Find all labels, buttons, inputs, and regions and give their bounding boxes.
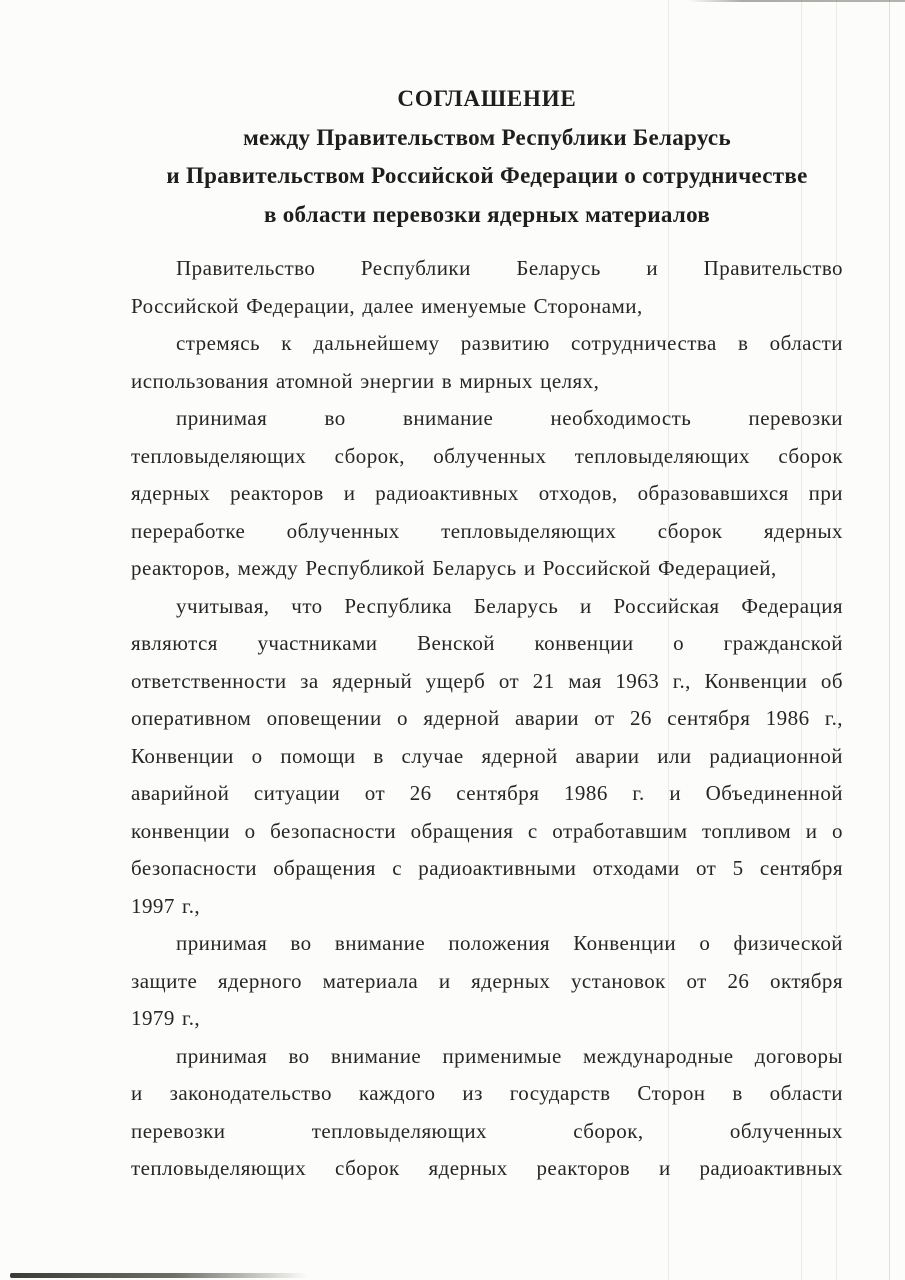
paragraph-line: 1979 г.,: [131, 1006, 201, 1030]
paragraph-line: принимая во внимание необходимость перевозки: [176, 406, 843, 430]
paragraph-line: тепловыделяющих сборок, облученных тепловыделяющих сборок: [131, 443, 843, 468]
paragraph-line: конвенции о безопасности обращения с отработавшим топливом и о: [131, 818, 843, 843]
paragraph-line: Правительство Республики Беларусь и Правительство: [176, 256, 843, 280]
document-title-block: [131, 80, 843, 234]
document-subtitle-line-2: и Правительством Российской Федерации о сотрудничестве: [166, 163, 808, 188]
scan-artifact-top-edge: [688, 0, 905, 2]
paragraph-line: переработке облученных тепловыделяющих сборок ядерных: [131, 518, 843, 543]
paragraph-line: стремясь к дальнейшему развитию сотрудничества в области: [176, 331, 843, 355]
paragraph-line: перевозки тепловыделяющих сборок, облученных: [131, 1118, 843, 1143]
document-title: СОГЛАШЕНИЕ: [397, 86, 577, 111]
paragraph-line: учитывая, что Республика Беларусь и Российская Федерация: [176, 593, 843, 618]
paragraph-line: ответственности за ядерный ущерб от 21 мая 1963 г., Конвенции об: [131, 668, 843, 693]
paragraph-line: и законодательство каждого из государств Сторон в области: [131, 1081, 843, 1105]
scan-artifact-vertical-line: [889, 0, 890, 1280]
document-subtitle-line-3: в области перевозки ядерных материалов: [263, 201, 711, 227]
document-subtitle-line-1: между Правительством Республики Беларусь: [243, 124, 731, 150]
paragraph-line: реакторов, между Республикой Беларусь и Российской Федерацией,: [131, 556, 777, 580]
paragraph-line: принимая во внимание положения Конвенции о физической: [176, 931, 843, 955]
paragraph-line: 1997 г.,: [131, 893, 201, 918]
paragraph-line: использования атомной энергии в мирных целях,: [131, 368, 600, 393]
paragraph-line: ядерных реакторов и радиоактивных отходов, образовавшихся при: [131, 481, 843, 505]
paragraph-line: защите ядерного материала и ядерных установок от 26 октября: [131, 968, 843, 993]
paragraph-line: принимая во внимание применимые международные договоры: [176, 1043, 843, 1068]
scan-artifact-bottom-edge: [10, 1273, 308, 1278]
paragraph-line: Российской Федерации, далее именуемые Сторонами,: [131, 293, 643, 318]
paragraph-line: тепловыделяющих сборок ядерных реакторов и радиоактивных: [131, 1156, 843, 1180]
paragraph-line: аварийной ситуации от 26 сентября 1986 г. и Объединенной: [131, 781, 843, 805]
paragraph-line: являются участниками Венской конвенции о гражданской: [131, 631, 843, 655]
paragraph-line: оперативном оповещении о ядерной аварии от 26 сентября 1986 г.,: [131, 706, 843, 730]
document-body: [131, 250, 843, 1188]
paragraph-line: безопасности обращения с радиоактивными отходами от 5 сентября: [131, 856, 843, 880]
paragraph-line: Конвенции о помощи в случае ядерной аварии или радиационной: [131, 743, 843, 768]
